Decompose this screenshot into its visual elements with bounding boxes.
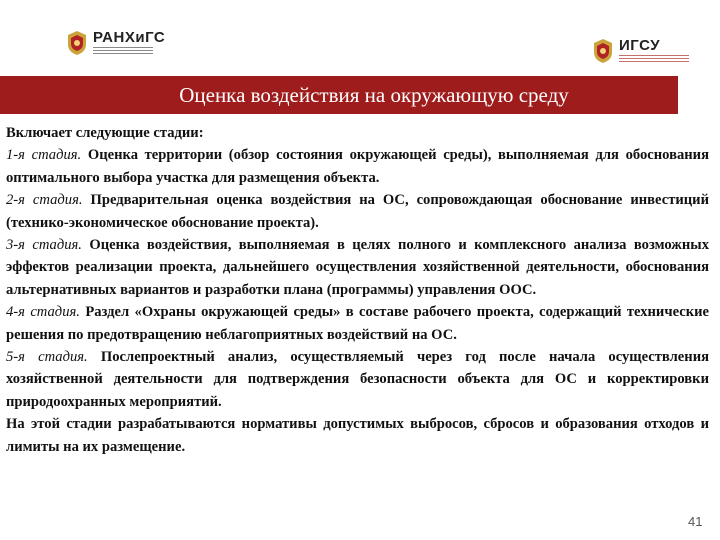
stage-4 xyxy=(6,301,709,346)
slide-body xyxy=(6,122,709,458)
stage-2-label: 2-я стадия. xyxy=(6,192,83,209)
stage-1-label: 1-я стадия. xyxy=(6,147,82,164)
ranepa-logo xyxy=(66,30,165,56)
slide-title: Оценка воздействия на окружающую среду xyxy=(179,82,569,107)
stage-2-text: Предварительная оценка воздействия на ОС, сопровождающая обоснование инвестиций (технико-экономическое обоснование проекта). xyxy=(6,192,709,231)
ranepa-logo-subtitle xyxy=(93,47,153,56)
coat-of-arms-icon xyxy=(66,30,88,56)
page-number: 41 xyxy=(688,514,703,529)
stage-3-text: Оценка воздействия, выполняемая в целях полного и комплексного анализа возможных эффектов реализации проекта, дальнейшего осуществления хозяйственной деятельности, обоснования альтернативных вариантов и разработки плана (программы) управления ООС. xyxy=(6,237,709,298)
stage-5-label: 5-я стадия. xyxy=(6,349,88,366)
stage-2 xyxy=(6,189,709,234)
intro-text: Включает следующие стадии: xyxy=(6,125,204,141)
coat-of-arms-icon xyxy=(592,38,614,64)
igsu-logo xyxy=(592,38,689,64)
stage-4-text: Раздел «Охраны окружающей среды» в составе рабочего проекта, содержащий технические решения по предотвращению неблагоприятных воздействий на ОС. xyxy=(6,304,709,343)
stage-5 xyxy=(6,346,709,413)
ranepa-logo-text: РАНХиГС xyxy=(93,29,166,46)
stage-3 xyxy=(6,234,709,301)
closing-text: На этой стадии разрабатываются нормативы допустимых выбросов, сбросов и образования отходов и лимиты на их размещение. xyxy=(6,416,709,455)
igsu-logo-subtitle xyxy=(619,55,689,64)
header-logos xyxy=(0,0,720,76)
stage-1 xyxy=(6,144,709,189)
igsu-logo-text: ИГСУ xyxy=(619,37,661,54)
stage-4-label: 4-я стадия. xyxy=(6,304,80,321)
stage-3-label: 3-я стадия. xyxy=(6,237,82,254)
title-bar xyxy=(0,76,678,114)
stage-1-text: Оценка территории (обзор состояния окружающей среды), выполняемая для обоснования оптимального выбора участка для размещения объекта. xyxy=(6,147,709,186)
stage-5-text: Послепроектный анализ, осуществляемый через год после начала осуществления хозяйственной деятельности для подтверждения безопасности объекта для ОС и корректировки природоохранных мероприятий. xyxy=(6,349,709,410)
